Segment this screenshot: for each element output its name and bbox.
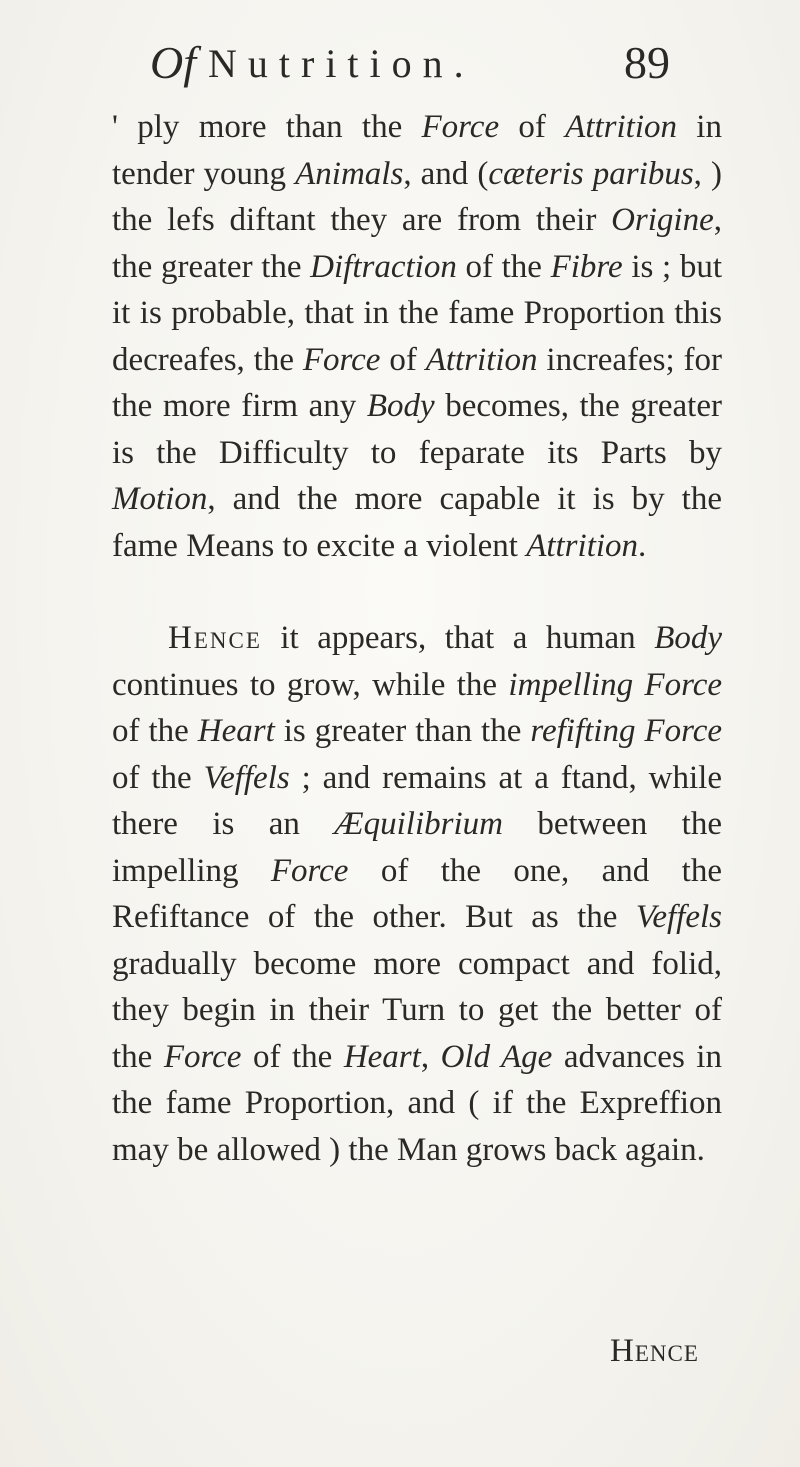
italic-term: Heart — [197, 713, 275, 749]
text-run: of the one, and the Refiftance of the other. But as the — [112, 852, 722, 935]
text-run: in tender young — [112, 109, 722, 192]
italic-term: Force — [270, 852, 349, 889]
italic-term: Veffels — [635, 899, 722, 935]
italic-term: Veffels — [203, 759, 290, 796]
italic-term: Fibre — [550, 248, 623, 285]
text-run: gradually become more compact and folid, they begin in their Turn to get the better of the — [112, 945, 722, 1075]
text-run: is ; but it is probable, that in the fame Proportion this decreafes, the — [112, 248, 722, 378]
text-run: , and the more capable it is by the fame Means to excite a violent — [112, 481, 722, 564]
italic-term: Heart — [343, 1038, 421, 1075]
paragraph-1 — [112, 104, 722, 569]
text-run: ' ply more than the — [112, 109, 422, 145]
italic-term: Body — [654, 620, 722, 656]
text-run: of the — [112, 759, 204, 796]
italic-term: Æquilibrium — [334, 806, 503, 842]
header-of: Of — [150, 37, 196, 88]
italic-term: Force — [302, 341, 381, 378]
text-run: , and ( — [403, 155, 489, 192]
text-run: it appears, that a human — [261, 620, 655, 656]
italic-term: Attrition — [565, 109, 678, 145]
paragraph-2 — [112, 615, 722, 1173]
italic-term: Attrition — [526, 527, 639, 564]
text-run: , — [420, 1038, 441, 1075]
italic-term: Body — [366, 388, 435, 424]
small-caps-lead: Hence — [168, 620, 262, 656]
italic-term: Force — [163, 1038, 242, 1075]
page-number: 89 — [624, 37, 670, 88]
text-run: , the greater the — [112, 202, 722, 285]
italic-term: impelling Force — [508, 666, 722, 703]
italic-term: refifting Force — [530, 713, 722, 749]
text-run: of the — [241, 1038, 344, 1075]
italic-term: Origine — [611, 202, 714, 238]
italic-term: Old Age — [440, 1038, 553, 1075]
text-run: ; and remains at a ftand, while there is an — [112, 759, 722, 842]
running-header — [150, 36, 670, 96]
text-run: of the — [112, 713, 198, 749]
text-run: advances in the fame Proportion, and ( if the Expreffion may be allowed ) the Man grows back again. — [112, 1038, 722, 1168]
text-run: . — [638, 527, 647, 564]
text-run: between the impelling — [112, 806, 722, 889]
text-run: becomes, the greater is the Difficulty to feparate its Parts by — [112, 388, 722, 471]
text-run: increafes; for the more firm any — [112, 341, 722, 424]
italic-term: cæteris paribus — [488, 155, 694, 192]
italic-term: Motion — [112, 481, 208, 517]
catchword: Hence — [610, 1333, 699, 1369]
text-run: of the — [456, 248, 551, 285]
text-run: is greater than the — [274, 713, 531, 749]
italic-term: Attrition — [425, 341, 538, 378]
italic-term: Animals — [295, 155, 404, 192]
italic-term: Force — [421, 109, 500, 145]
text-run: , ) the lefs diftant they are from their — [112, 155, 723, 238]
body-text — [112, 104, 722, 1173]
text-run: of — [499, 109, 566, 145]
text-run: of — [380, 341, 426, 378]
text-run: continues to grow, while the — [112, 666, 509, 703]
header-title: Nutrition. — [208, 41, 475, 86]
italic-term: Diftraction — [310, 248, 457, 285]
